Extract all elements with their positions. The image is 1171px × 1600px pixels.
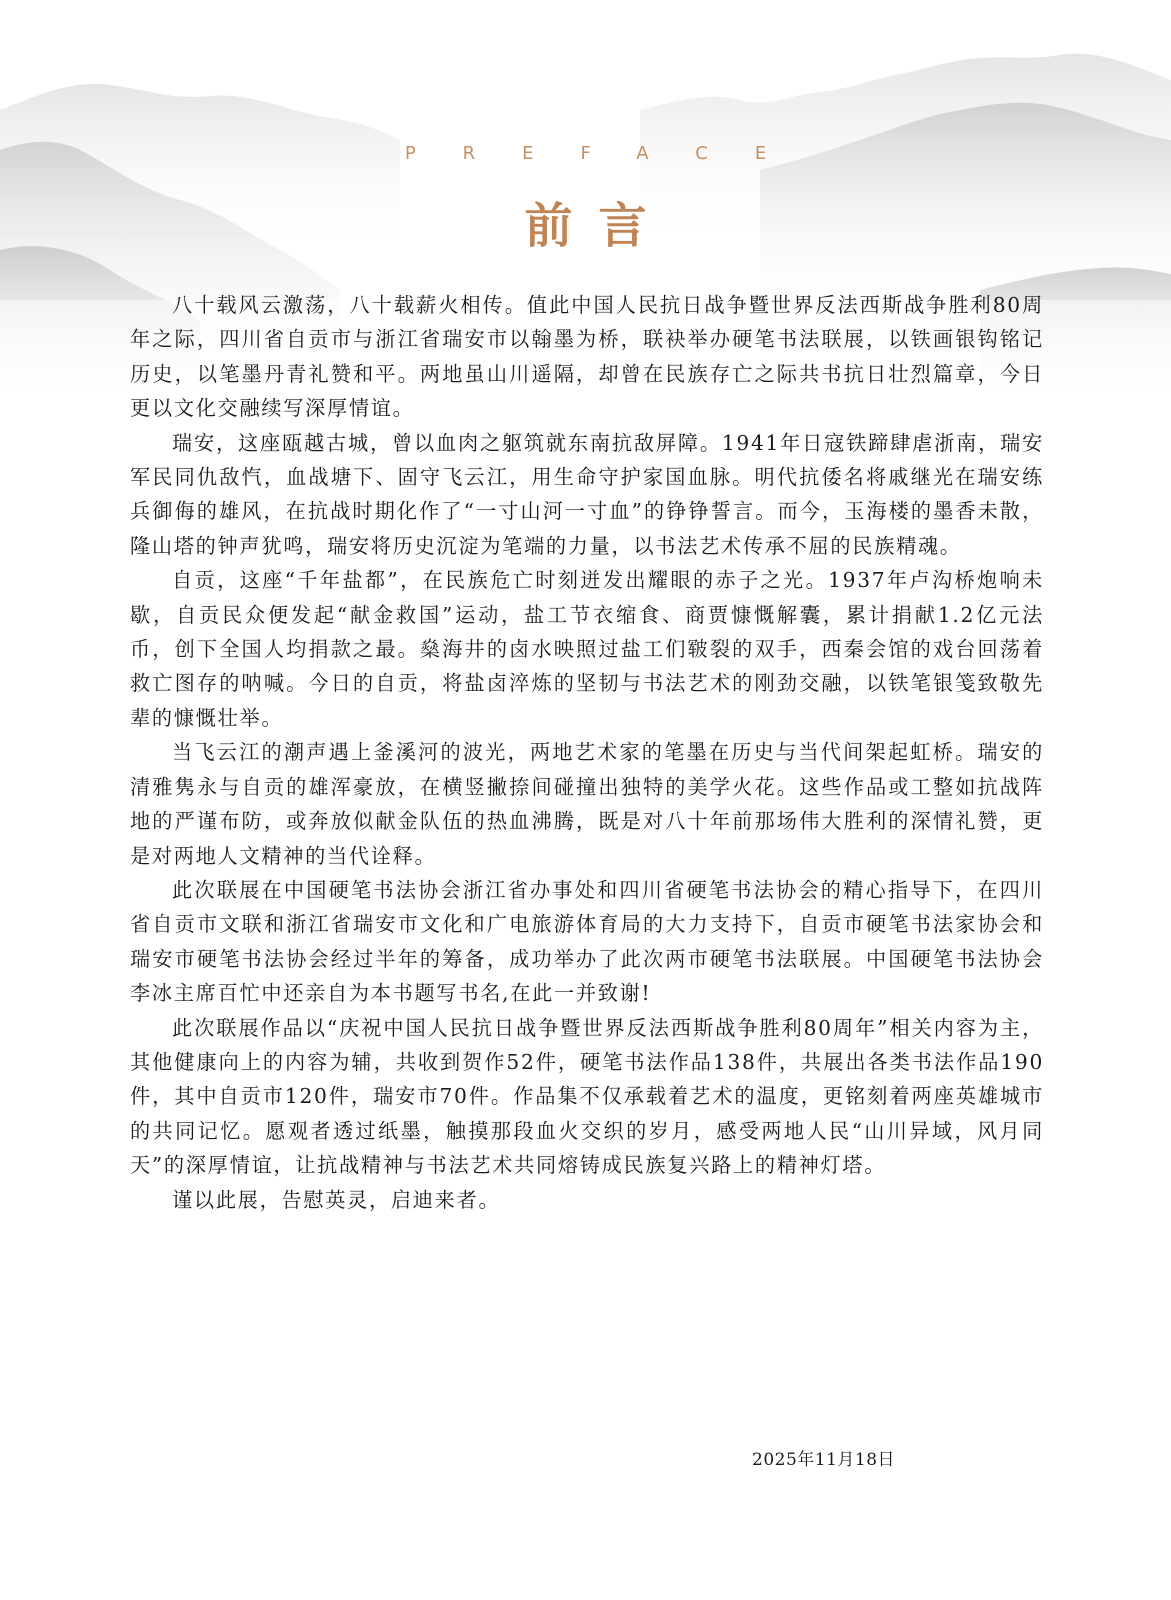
preface-body bbox=[130, 288, 1044, 1217]
paragraph-3: 自贡，这座“千年盐都”，在民族危亡时刻迸发出耀眼的赤子之光。1937年卢沟桥炮响未歇，自贡民众便发起“献金救国”运动，盐工节衣缩食、商贾慷慨解囊，累计捐献1.2亿元法币，创下全国人均捐款之最。燊海井的卤水映照过盐工们皲裂的双手，西秦会馆的戏台回荡着救亡图存的呐喊。今日的自贡，将盐卤淬炼的坚韧与书法艺术的刚劲交融，以铁笔银笺致敬先辈的慷慨壮举。 bbox=[130, 568, 1044, 730]
paragraph-2: 瑞安，这座瓯越古城，曾以血肉之躯筑就东南抗敌屏障。1941年日寇铁蹄肆虐浙南，瑞安军民同仇敌忾，血战塘下、固守飞云江，用生命守护家国血脉。明代抗倭名将戚继光在瑞安练兵御侮的雄风，在抗战时期化作了“一寸山河一寸血”的铮铮誓言。而今，玉海楼的墨香未散，隆山塔的钟声犹鸣，瑞安将历史沉淀为笔端的力量，以书法艺术传承不屈的民族精魂。 bbox=[130, 430, 1044, 558]
page-title: 前言 bbox=[524, 198, 673, 254]
paragraph-1: 八十载风云激荡，八十载薪火相传。值此中国人民抗日战争暨世界反法西斯战争胜利80周年之际，四川省自贡市与浙江省瑞安市以翰墨为桥，联袂举办硬笔书法联展，以铁画银钩铭记历史，以笔墨丹青礼赞和平。两地虽山川遥隔，却曾在民族存亡之际共书抗日壮烈篇章，今日更以文化交融续写深厚情谊。 bbox=[130, 293, 1044, 421]
preface-english-label: PREFACE bbox=[404, 143, 814, 164]
paragraph-4: 当飞云江的潮声遇上釜溪河的波光，两地艺术家的笔墨在历史与当代间架起虹桥。瑞安的清雅隽永与自贡的雄浑豪放，在横竖撇捺间碰撞出独特的美学火花。这些作品或工整如抗战阵地的严谨布防，或奔放似献金队伍的热血沸腾，既是对八十年前那场伟大胜利的深情礼赞，更是对两地人文精神的当代诠释。 bbox=[130, 740, 1044, 868]
paragraph-5: 此次联展在中国硬笔书法协会浙江省办事处和四川省硬笔书法协会的精心指导下，在四川省自贡市文联和浙江省瑞安市文化和广电旅游体育局的大力支持下，自贡市硬笔书法家协会和瑞安市硬笔书法协会经过半年的筹备，成功举办了此次两市硬笔书法联展。中国硬笔书法协会李冰主席百忙中还亲自为本书题写书名,在此一并致谢! bbox=[130, 877, 1044, 1006]
paragraph-7: 谨以此展，告慰英灵，启迪来者。 bbox=[172, 1187, 501, 1212]
signature-date: 2025年11月18日 bbox=[752, 1450, 896, 1470]
paragraph-6: 此次联展作品以“庆祝中国人民抗日战争暨世界反法西斯战争胜利80周年”相关内容为主，其他健康向上的内容为辅，共收到贺作52件，硬笔书法作品138件，共展出各类书法作品190件，其中自贡市120件，瑞安市70件。作品集不仅承载着艺术的温度，更铭刻着两座英雄城市的共同记忆。愿观者透过纸墨，触摸那段血火交织的岁月，感受两地人民“山川异域，风月同天”的深厚情谊，让抗战精神与书法艺术共同熔铸成民族复兴路上的精神灯塔。 bbox=[130, 1015, 1044, 1178]
